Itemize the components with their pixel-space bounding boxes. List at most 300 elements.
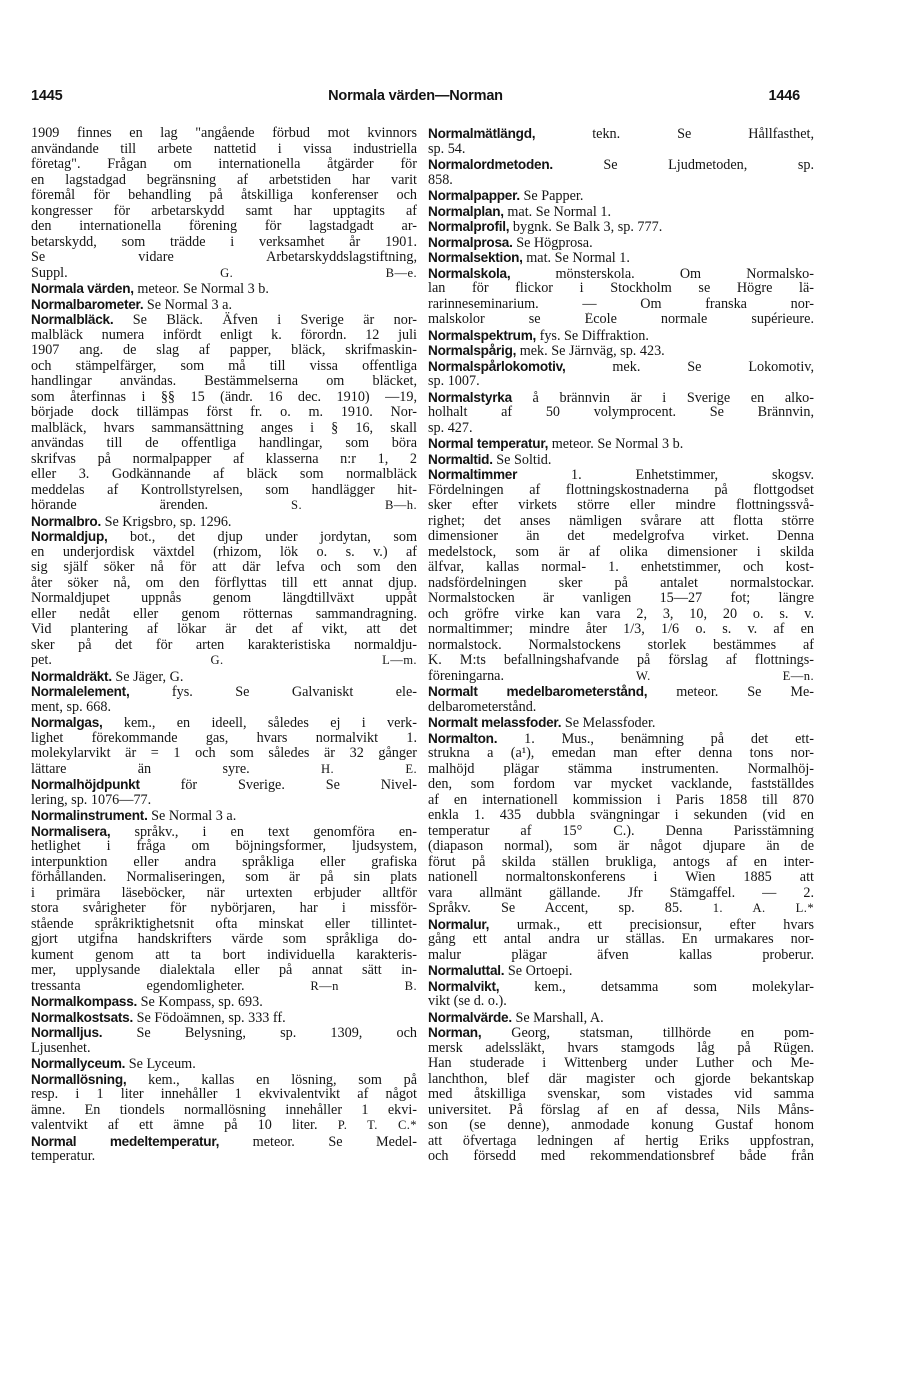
- text-line: [428, 591, 814, 607]
- entry-headword: Normaluttal.: [428, 963, 505, 978]
- line-text: mek. Se Lokomotiv,: [565, 358, 814, 374]
- text-line: [428, 901, 814, 917]
- line-text: Normalstocken är vanligen 15—27 fot; längre: [428, 591, 814, 606]
- text-line: [428, 793, 814, 809]
- entry-headword: Normaldjup,: [31, 529, 108, 544]
- line-text: Se Högprosa.: [512, 234, 593, 250]
- line-text: bygnk. Se Balk 3, sp. 777.: [509, 219, 663, 235]
- entry-headword: Normalelement,: [31, 684, 130, 699]
- text-line: [428, 204, 814, 220]
- text-line: [428, 219, 814, 235]
- line-text: och stämpelfärger, som må till vissa offentliga: [31, 358, 417, 374]
- text-line: [428, 1118, 814, 1134]
- text-line: [428, 886, 814, 902]
- line-text: ment, sp. 668.: [31, 699, 111, 715]
- entry-headword: Normalpapper.: [428, 188, 520, 203]
- text-line: [428, 266, 814, 282]
- entry-headword: Normalkompass.: [31, 994, 138, 1009]
- line-text: kument genom att ta bort individuella karakteris-: [31, 947, 417, 963]
- text-line: [428, 855, 814, 871]
- line-text: Se Soltid.: [492, 451, 552, 467]
- text-line: [31, 250, 417, 266]
- entry-headword: Normalskola,: [428, 265, 511, 281]
- line-text: sp. 427.: [428, 420, 473, 436]
- entry-headword: Normaltimmer: [428, 467, 518, 482]
- running-title: Normala värden—Norman: [328, 88, 503, 104]
- line-text: tekn. Se Hållfasthet,: [535, 126, 814, 142]
- line-text: interpunktion eller andra språkliga eller grafiska: [31, 854, 417, 870]
- line-text: Se Ortoepi.: [504, 963, 573, 979]
- line-text: användas till de offentliga handlingar, som böra: [31, 436, 417, 451]
- line-text: en underjordisk växtdel (rhizom, lök o. s. v.) af: [31, 544, 417, 560]
- text-line: [428, 498, 814, 514]
- text-line: [31, 886, 417, 902]
- text-line: [428, 607, 814, 623]
- line-text: språkv., i en text genomföra en-: [110, 823, 417, 839]
- line-text: den, som fordom var mycket vacklande, fastställdes: [428, 777, 814, 792]
- line-text: åter söker nå, om den förflyttas till ett annat djup.: [31, 575, 417, 591]
- entry-headword: Normalur,: [428, 916, 490, 932]
- line-text: valentvikt af ett ämne på 10 liter.: [31, 1118, 318, 1133]
- line-text: 858.: [428, 172, 453, 188]
- text-line: [428, 514, 814, 530]
- line-text: ämne. En tiondels normallösning innehåller 1 ekvi-: [31, 1102, 417, 1118]
- line-text: Se Kompass, sp. 693.: [137, 994, 263, 1010]
- text-line: [31, 173, 417, 189]
- text-line: [31, 948, 417, 964]
- page-number-left: 1445: [31, 88, 63, 104]
- entry-headword: Normalkostsats.: [31, 1009, 134, 1025]
- line-text: mersk adelssläkt, hvars stamgods låg på Rügen.: [428, 1040, 814, 1056]
- line-text: malhöjd plägar stämma instrumenten. Normalhöj-: [428, 761, 814, 777]
- line-text: Se Ljudmetoden, sp.: [552, 157, 814, 173]
- line-text: rarinneseminarium. — Om franska nor-: [428, 296, 814, 312]
- text-line: [428, 576, 814, 592]
- right-column: [428, 126, 814, 1376]
- line-text: föreningarna.: [428, 668, 505, 684]
- line-text: kem., detsamma som molekylar-: [499, 978, 814, 994]
- text-line: [428, 839, 814, 855]
- line-text: skrifvas på normalpapper af klasserna n:r 1, 2: [31, 451, 417, 467]
- text-line: [428, 715, 814, 731]
- text-line: [31, 762, 417, 778]
- line-text: gjort utgifna handskrifters värde som språkliga do-: [31, 932, 417, 947]
- line-text: normalstock. Normalstockens storlek bestämmes af: [428, 637, 814, 653]
- author-signature: 1. A. L.*: [712, 901, 814, 915]
- entry-headword: Normallösning,: [31, 1071, 127, 1087]
- page-header: [31, 88, 800, 110]
- text-line: [31, 607, 417, 623]
- text-line: [428, 529, 814, 545]
- text-line: [428, 560, 814, 576]
- text-line: [428, 1103, 814, 1119]
- line-text: Georg, statsman, tillhörde en pom-: [481, 1025, 814, 1041]
- text-line: [31, 452, 417, 468]
- line-text: dimensioner än det medelgrofva virket. Denna: [428, 529, 814, 544]
- line-text: medelstock, som är af olika dimensioner i skilda: [428, 544, 814, 560]
- entry-headword: Normaldräkt.: [31, 668, 112, 684]
- line-text: Han studerade i Wittenberg under Luther och Me-: [428, 1056, 814, 1071]
- line-text: kem., kallas en lösning, som på: [126, 1071, 417, 1087]
- author-signature: H. E.: [321, 761, 417, 776]
- line-text: företag". Frågan om internationella åtgärder för: [31, 157, 417, 172]
- entry-headword: Normalplan,: [428, 203, 504, 219]
- line-text: Normaldjupet uppnås genom längdtillväxt uppåt: [31, 591, 417, 606]
- text-line: [428, 1134, 814, 1150]
- line-text: meteor. Se Medel-: [219, 1133, 417, 1149]
- text-line: [428, 684, 814, 700]
- line-text: Se Melassfoder.: [561, 715, 656, 731]
- line-text: mat. Se Normal 1.: [503, 203, 611, 219]
- entry-headword: Normallyceum.: [31, 1056, 126, 1071]
- text-line: [31, 219, 417, 235]
- text-line: [31, 638, 417, 654]
- text-line: [428, 963, 814, 979]
- text-line: [31, 514, 417, 530]
- line-text: enkla 1. 435 dubbla svängningar i sekunden (vid en: [428, 808, 814, 823]
- line-text: Se Lyceum.: [125, 1056, 196, 1072]
- line-text: fys. Se Diffraktion.: [536, 327, 649, 343]
- line-text: Se Normal 3 a.: [147, 808, 237, 824]
- text-line: [31, 855, 417, 871]
- text-line: [31, 1072, 417, 1088]
- line-text: i primära läseböcker, när urtexten erbjuder alltför: [31, 885, 417, 901]
- line-text: förut på skilda ställen brukliga, antogs af en inter-: [428, 854, 814, 870]
- text-line: [428, 669, 814, 685]
- line-text: 1907 ang. de slag af papper, bläck, skrifmaskin-: [31, 343, 417, 358]
- line-text: Se Belysning, sp. 1309, och: [102, 1025, 417, 1041]
- line-text: Suppl.: [31, 265, 68, 281]
- text-line: [31, 343, 417, 359]
- entry-headword: Normalstyrka: [428, 389, 512, 405]
- entry-headword: Normala värden,: [31, 281, 134, 296]
- text-line: [31, 188, 417, 204]
- text-line: [428, 297, 814, 313]
- line-text: för Sverige. Se Nivel-: [139, 777, 417, 793]
- author-signature: S. B—h.: [291, 498, 417, 512]
- text-line: [428, 452, 814, 468]
- line-text: hörande ärenden.: [31, 498, 209, 513]
- line-text: kongresser för arbetarskydd samt har upptagits af: [31, 203, 417, 219]
- text-line: [428, 328, 814, 344]
- text-line: [31, 266, 417, 282]
- line-text: af en internationell kommission i Paris 1858 till 870: [428, 792, 814, 808]
- line-text: Vid plantering af lökar är det af vikt, att det: [31, 622, 417, 637]
- text-line: [31, 932, 417, 948]
- text-line: [31, 390, 417, 406]
- text-line: [31, 715, 417, 731]
- line-text: sker efter virkets större eller mindre flottningssvå-: [428, 498, 814, 513]
- text-line: [428, 467, 814, 483]
- text-line: [31, 1149, 417, 1165]
- text-line: [31, 731, 417, 747]
- text-line: [428, 870, 814, 886]
- line-text: stående språkriktighetsnit ofta minskat eller tillintet-: [31, 916, 417, 932]
- text-line: [428, 824, 814, 840]
- text-line: [31, 700, 417, 716]
- line-text: malur plägar äfven kallas proberur.: [428, 947, 814, 963]
- line-text: Se Normal 3 a.: [143, 296, 232, 312]
- author-signature: G. B—e.: [220, 265, 417, 280]
- text-line: [428, 235, 814, 251]
- text-line: [428, 653, 814, 669]
- author-signature: P. T. C.*: [337, 1118, 417, 1132]
- line-text: meteor. Se Normal 3 b.: [133, 281, 269, 297]
- line-text: med åtskilliga svenskar, som vistades vid samma: [428, 1087, 814, 1102]
- line-text: lering, sp. 1076—77.: [31, 792, 152, 808]
- line-text: kem., en ideell, således ej i verk-: [102, 715, 417, 731]
- text-line: [31, 545, 417, 561]
- text-line: [31, 421, 417, 437]
- line-text: (diapason normal), som är något djupare än de: [428, 839, 814, 854]
- line-text: Se Jäger, G.: [111, 668, 184, 684]
- line-text: malbläck numera infördt enligt k. förordn. 12 juli: [31, 327, 417, 343]
- line-text: meddelas af Kontrollstyrelsen, som handlägger hit-: [31, 482, 417, 498]
- line-text: delbarometerstånd.: [428, 699, 537, 715]
- text-line: [31, 1056, 417, 1072]
- text-line: [428, 1025, 814, 1041]
- line-text: nationell normaltonskonferens i Wien 1885 att: [428, 870, 814, 885]
- text-line: [31, 498, 417, 514]
- text-line: [428, 1041, 814, 1057]
- entry-headword: Normalt melassfoder.: [428, 715, 562, 730]
- text-line: [31, 235, 417, 251]
- text-line: [428, 777, 814, 793]
- text-line: [31, 467, 417, 483]
- text-line: [31, 142, 417, 158]
- line-text: resp. i 1 liter innehåller 1 ekvivalentvikt af något: [31, 1087, 417, 1102]
- line-text: Se vidare Arbetarskyddslagstiftning,: [31, 250, 417, 265]
- line-text: 1. Mus., benämning på det ett-: [497, 730, 814, 746]
- line-text: Språkv. Se Accent, sp. 85.: [428, 901, 683, 916]
- text-line: [31, 746, 417, 762]
- text-line: [428, 250, 814, 266]
- line-text: och gröfre virke kan vara 2, 3, 10, 20 o. s. v.: [428, 606, 814, 622]
- text-line: [428, 746, 814, 762]
- text-line: [428, 1087, 814, 1103]
- line-text: den internationella förening för lagstadgadt ar-: [31, 219, 417, 234]
- line-text: handlingar användas. Bestämmelserna om bläcket,: [31, 374, 417, 389]
- text-line: [428, 932, 814, 948]
- line-text: 1. Enhetstimmer, skogsv.: [517, 467, 814, 483]
- line-text: vikt (se d. o.).: [428, 994, 507, 1009]
- text-line: [428, 421, 814, 437]
- author-signature: W. E—n.: [636, 668, 814, 683]
- entry-headword: Normalmätlängd,: [428, 126, 536, 141]
- text-line: [31, 560, 417, 576]
- text-line: [31, 576, 417, 592]
- text-line: [31, 1118, 417, 1134]
- text-line: [428, 917, 814, 933]
- line-text: började dock tillämpas först fr. o. m. 1910. Nor-: [31, 405, 417, 420]
- text-line: [31, 312, 417, 328]
- text-line: [31, 1025, 417, 1041]
- line-text: eller 3. Godkännande af bläck som normalbläck: [31, 467, 417, 482]
- line-text: bot., det djup under jordytan, som: [107, 529, 417, 545]
- line-text: älfvar, kallas normal- 1. enhetstimmer, och kost-: [428, 560, 814, 575]
- text-line: [428, 1010, 814, 1026]
- text-line: [31, 901, 417, 917]
- line-text: meteor. Se Normal 3 b.: [548, 436, 684, 452]
- text-line: [31, 979, 417, 995]
- text-line: [31, 669, 417, 685]
- text-line: [31, 405, 417, 421]
- line-text: sp. 54.: [428, 141, 466, 157]
- line-text: mek. Se Järnväg, sp. 423.: [516, 343, 665, 359]
- line-text: Se Födoämnen, sp. 333 ff.: [133, 1009, 286, 1025]
- text-line: [31, 839, 417, 855]
- text-line: [428, 126, 814, 142]
- text-line: [31, 436, 417, 452]
- text-line: [31, 870, 417, 886]
- entry-headword: Normalprosa.: [428, 234, 513, 250]
- entry-headword: Normal medeltemperatur,: [31, 1133, 220, 1149]
- text-line: [428, 808, 814, 824]
- line-text: mer, upplysande dialektala eller på annat sätt in-: [31, 963, 417, 978]
- entry-headword: Normalljus.: [31, 1025, 103, 1040]
- line-text: pet.: [31, 653, 52, 668]
- line-text: att öfvertaga ledningen af hertig Eriks uppfostran,: [428, 1133, 814, 1149]
- entry-headword: Normalisera,: [31, 823, 111, 839]
- entry-headword: Normalt medelbarometerstånd,: [428, 684, 648, 699]
- line-text: lättare än syre.: [31, 761, 250, 777]
- line-text: föremål för behandling på åtskilliga konferenser och: [31, 188, 417, 203]
- line-text: lighet förekommande gas, hvars normalvikt 1.: [31, 730, 417, 746]
- author-signature: R—n B.: [310, 978, 417, 993]
- text-line: [428, 157, 814, 173]
- left-column: [31, 126, 417, 1376]
- line-text: hetlighet i fråga om böjningsformer, ljudsystem,: [31, 839, 417, 854]
- text-line: [31, 529, 417, 545]
- line-text: normaltimmer; mindre åter 1/3, 1/6 o. s. v. af en: [428, 622, 814, 637]
- line-text: användande till arbete nattetid i vissa industriella: [31, 141, 417, 157]
- text-line: [428, 545, 814, 561]
- line-text: 1909 finnes en lag "angående förbud mot kvinnors: [31, 126, 417, 141]
- line-text: tressanta egendomligheter.: [31, 978, 245, 994]
- text-line: [428, 436, 814, 452]
- author-signature: G. L—m.: [210, 653, 417, 667]
- text-line: [31, 1041, 417, 1057]
- text-line: [428, 731, 814, 747]
- text-line: [31, 824, 417, 840]
- entry-headword: Normalvärde.: [428, 1009, 512, 1025]
- text-line: [428, 359, 814, 375]
- line-text: Se Bläck. Äfven i Sverige är nor-: [113, 312, 417, 328]
- line-text: nadsfördelningen sker på antalet normalstockar.: [428, 575, 814, 591]
- line-text: Se Krigsbro, sp. 1296.: [101, 513, 232, 529]
- line-text: Fördelningen af flottningskostnaderna på flottgodset: [428, 482, 814, 498]
- line-text: Se Marshall, A.: [511, 1009, 604, 1025]
- text-line: [31, 483, 417, 499]
- text-line: [428, 1149, 814, 1165]
- text-line: [428, 343, 814, 359]
- text-line: [31, 126, 417, 142]
- text-line: [31, 1010, 417, 1026]
- text-line: [31, 281, 417, 297]
- text-line: [31, 204, 417, 220]
- text-line: [428, 188, 814, 204]
- line-text: en lagstadgad begränsning af arbetstiden har varit: [31, 172, 417, 188]
- line-text: mat. Se Normal 1.: [522, 250, 630, 266]
- entry-headword: Normalbro.: [31, 513, 102, 529]
- entry-headword: Normalbarometer.: [31, 296, 144, 312]
- text-line: [428, 390, 814, 406]
- text-line: [428, 312, 814, 328]
- text-line: [31, 1087, 417, 1103]
- text-line: [31, 591, 417, 607]
- text-line: [428, 622, 814, 638]
- entry-headword: Normalton.: [428, 730, 498, 746]
- entry-headword: Normalinstrument.: [31, 808, 148, 823]
- line-text: sig själf söker nå för att där lefva och som den: [31, 560, 417, 575]
- text-line: [428, 994, 814, 1010]
- line-text: stora svårigheter för nybörjaren, har i missför-: [31, 901, 417, 916]
- page-number-right: 1446: [768, 88, 800, 104]
- line-text: betarskydd, som trädde i verksamhet år 1901.: [31, 234, 417, 250]
- line-text: malskolor se École normale supérieure.: [428, 312, 814, 327]
- line-text: temperatur.: [31, 1149, 96, 1164]
- entry-headword: Normalordmetoden.: [428, 157, 553, 172]
- text-line: [31, 808, 417, 824]
- text-line: [31, 1103, 417, 1119]
- line-text: urmak., ett precisionsur, efter hvars: [489, 916, 814, 932]
- text-line: [428, 979, 814, 995]
- line-text: som återfinnas i §§ 15 (ändr. 16 dec. 1910) —19,: [31, 389, 417, 405]
- text-line: [428, 281, 814, 297]
- line-text: sker på det för arten karakteristiska normaldju-: [31, 637, 417, 653]
- line-text: Se Papper.: [519, 188, 584, 204]
- entry-headword: Norman,: [428, 1025, 482, 1040]
- entry-headword: Normalspårlokomotiv,: [428, 358, 566, 374]
- entry-headword: Normalvikt,: [428, 978, 500, 994]
- text-line: [31, 793, 417, 809]
- line-text: K. M:ts befallningshafvande på förslag af flottnings-: [428, 653, 814, 668]
- line-text: vara allmänt gällande. Jfr Stämgaffel. — 2.: [428, 885, 814, 901]
- text-line: [31, 917, 417, 933]
- entry-headword: Normalhöjdpunkt: [31, 777, 140, 792]
- line-text: Ljusenhet.: [31, 1040, 91, 1056]
- text-line: [31, 622, 417, 638]
- line-text: och försedd med rekommendationsbref både från: [428, 1149, 814, 1164]
- text-line: [428, 374, 814, 390]
- text-line: [31, 157, 417, 173]
- line-text: molekylarvikt är = 1 och som således är 32 gånger: [31, 746, 417, 761]
- line-text: å brännvin är i Sverige en alko-: [511, 389, 814, 405]
- line-text: strukna a (a¹), emedan man efter denna tons nor-: [428, 746, 814, 761]
- entry-headword: Normalprofil,: [428, 219, 510, 234]
- line-text: förhållanden. Normaliseringen, som är på sin plats: [31, 870, 417, 885]
- text-line: [31, 1134, 417, 1150]
- text-line: [428, 638, 814, 654]
- text-line: [31, 994, 417, 1010]
- line-text: son (se denne), anmodade konung Gustaf honom: [428, 1118, 814, 1133]
- line-text: lan för flickor i Stockholm se Högre lä-: [428, 281, 814, 296]
- text-line: [31, 963, 417, 979]
- text-line: [428, 700, 814, 716]
- entry-headword: Normaltid.: [428, 451, 493, 467]
- line-text: meteor. Se Me-: [647, 684, 814, 700]
- line-text: universitet. På förslag af en af dessa, Nils Måns-: [428, 1102, 814, 1118]
- text-line: [31, 328, 417, 344]
- line-text: righet; det anses nämligen svårare att flotta större: [428, 513, 814, 529]
- text-line: [31, 684, 417, 700]
- text-line: [428, 948, 814, 964]
- entry-headword: Normalspektrum,: [428, 327, 537, 343]
- line-text: mönsterskola. Om Normalsko-: [510, 265, 814, 281]
- line-text: holhalt af 50 volymprocent. Se Brännvin,: [428, 405, 814, 420]
- text-line: [428, 142, 814, 158]
- text-line: [31, 297, 417, 313]
